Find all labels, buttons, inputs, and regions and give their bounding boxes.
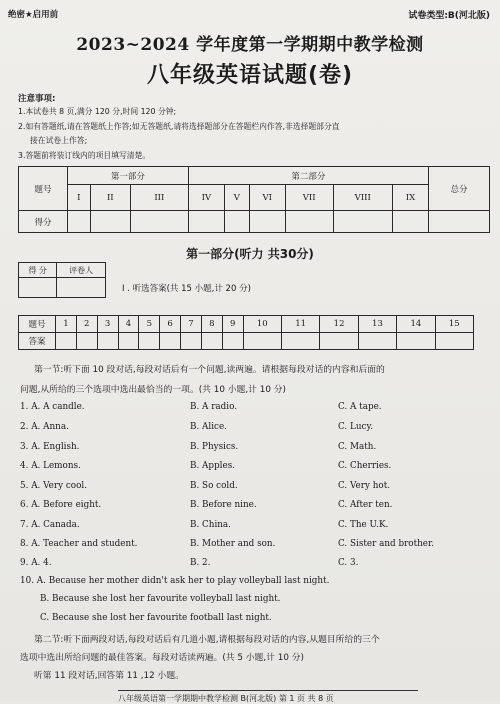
- score-cell[interactable]: [249, 211, 285, 233]
- score-cell[interactable]: [224, 211, 249, 233]
- notes-heading: 注意事项:: [18, 94, 56, 104]
- question-option-c: C. Sister and brother.: [338, 539, 435, 549]
- section2-instruction: 第二节:听下面两段对话,每段对话后有几道小题,请根据每段对话的内容,从题目所给的三个: [34, 635, 380, 645]
- section1-instruction: 第一节:听下面 10 段对话,每段对话后有一个问题,读两遍。请根据每段对话的内容和后面的: [34, 365, 385, 375]
- confidential-mark: 绝密★启用前: [8, 10, 59, 20]
- section2-instruction: 选项中选出所给问题的最佳答案。每段对话读两遍。(共 5 小题,计 10 分): [20, 653, 304, 663]
- score-col: VIII: [333, 185, 392, 211]
- question-option-a: 7. A. Canada.: [20, 520, 80, 530]
- answer-label-a: 答案: [19, 333, 56, 350]
- answer-cell[interactable]: [243, 333, 281, 350]
- paper-type: 试卷类型:B(河北版): [408, 11, 490, 21]
- score-cell[interactable]: [188, 211, 224, 233]
- answer-table: [18, 315, 474, 350]
- score-cell[interactable]: [130, 211, 188, 233]
- question10-option-c: C. Because she lost her favourite football last night.: [40, 613, 272, 623]
- part-i-heading: I . 听选答案(共 15 小题,计 20 分): [122, 284, 251, 294]
- answer-cell[interactable]: [76, 333, 97, 350]
- answer-cell[interactable]: [222, 333, 243, 350]
- question-option-b: B. Before nine.: [190, 500, 257, 510]
- question-option-b: B. Physics.: [190, 442, 239, 452]
- note-line: 1.本试卷共 8 页,满分 120 分,时间 120 分钟;: [18, 107, 177, 116]
- answer-label-q: 题号: [19, 316, 56, 333]
- score-cell[interactable]: [392, 211, 428, 233]
- exam-title: 2023~2024 学年度第一学期期中教学检测: [76, 35, 424, 55]
- question-option-c: C. Lucy.: [338, 422, 374, 432]
- question-option-a: 2. A. Anna.: [20, 422, 69, 432]
- answer-num: 1: [56, 316, 77, 333]
- answer-num: 5: [139, 316, 160, 333]
- score-total-cell[interactable]: [429, 211, 490, 233]
- question-option-b: B. China.: [190, 520, 231, 530]
- answer-cell[interactable]: [320, 333, 358, 350]
- answer-num: 9: [222, 316, 243, 333]
- answer-cell[interactable]: [201, 333, 222, 350]
- question-option-c: C. Very hot.: [338, 481, 391, 491]
- note-line: 2.如有答题纸,请在答题纸上作答;如无答题纸,请将选择题部分在答题栏内作答,非选择题部分直: [18, 122, 340, 131]
- score-col: VI: [249, 185, 285, 211]
- question-option-a: 1. A. A candle.: [20, 402, 85, 412]
- score-col: I: [68, 185, 91, 211]
- score-label-score: 得分: [19, 211, 68, 233]
- grader-box: [18, 262, 106, 298]
- score-col: II: [90, 185, 130, 211]
- answer-num: 11: [281, 316, 319, 333]
- answer-num: 12: [320, 316, 358, 333]
- question-option-a: 8. A. Teacher and student.: [20, 539, 138, 549]
- answer-cell[interactable]: [281, 333, 319, 350]
- question-option-c: C. Math.: [338, 442, 377, 452]
- question-option-c: C. The U.K.: [338, 520, 389, 530]
- answer-num: 15: [435, 316, 473, 333]
- score-col: III: [130, 185, 188, 211]
- question-option-c: C. A tape.: [338, 402, 382, 412]
- answer-num: 8: [201, 316, 222, 333]
- question-option-b: B. A radio.: [190, 402, 238, 412]
- answer-cell[interactable]: [181, 333, 202, 350]
- grader-name-label: 评卷人: [57, 263, 106, 278]
- score-cell[interactable]: [333, 211, 392, 233]
- question-option-c: C. 3.: [338, 558, 359, 568]
- score-label-question: 题号: [19, 167, 68, 211]
- note-line: 接在试卷上作答;: [30, 136, 88, 145]
- answer-cell[interactable]: [358, 333, 396, 350]
- answer-cell[interactable]: [435, 333, 473, 350]
- question-option-a: 3. A. English.: [20, 442, 80, 452]
- answer-num: 13: [358, 316, 396, 333]
- answer-num: 14: [397, 316, 435, 333]
- question10-option-a: 10. A. Because her mother didn't ask her to play volleyball last night.: [20, 576, 330, 586]
- answer-cell[interactable]: [118, 333, 139, 350]
- question-option-a: 4. A. Lemons.: [20, 461, 81, 471]
- grader-name-cell[interactable]: [57, 278, 106, 298]
- question-option-b: B. 2.: [190, 558, 211, 568]
- question-option-c: C. Cherries.: [338, 461, 392, 471]
- page-footer: 八年级英语第一学期期中教学检测 B(河北版) 第 1 页 共 8 页: [118, 690, 418, 704]
- section1-title: 第一部分(听力 共30分): [186, 247, 314, 261]
- question-option-b: B. Apples.: [190, 461, 236, 471]
- score-cell[interactable]: [90, 211, 130, 233]
- answer-cell[interactable]: [97, 333, 118, 350]
- score-col: V: [224, 185, 249, 211]
- question-option-b: B. So cold.: [190, 481, 238, 491]
- section2-subheading: 听第 11 段对话,回答第 11 ,12 小题。: [34, 671, 184, 681]
- answer-num: 7: [181, 316, 202, 333]
- score-col: VII: [285, 185, 333, 211]
- question-option-b: B. Alice.: [190, 422, 227, 432]
- note-line: 3.答题前将装订线内的项目填写清楚。: [18, 151, 151, 160]
- question-option-a: 5. A. Very cool.: [20, 481, 87, 491]
- grader-score-cell[interactable]: [19, 278, 57, 298]
- answer-num: 4: [118, 316, 139, 333]
- score-col: IV: [188, 185, 224, 211]
- score-col: IX: [392, 185, 428, 211]
- score-cell[interactable]: [285, 211, 333, 233]
- score-table: [18, 166, 490, 233]
- answer-cell[interactable]: [397, 333, 435, 350]
- score-cell[interactable]: [68, 211, 91, 233]
- score-part1: 第一部分: [68, 167, 189, 185]
- question-option-a: 6. A. Before eight.: [20, 500, 102, 510]
- answer-cell[interactable]: [160, 333, 181, 350]
- exam-subtitle: 八年级英语试题(卷): [146, 63, 354, 88]
- question-option-c: C. After ten.: [338, 500, 393, 510]
- answer-num: 3: [97, 316, 118, 333]
- question-option-b: B. Mother and son.: [190, 539, 276, 549]
- answer-num: 6: [160, 316, 181, 333]
- question10-option-b: B. Because she lost her favourite volleyball last night.: [40, 594, 281, 604]
- answer-cell[interactable]: [56, 333, 77, 350]
- answer-cell[interactable]: [139, 333, 160, 350]
- score-total: 总分: [429, 167, 490, 211]
- question-option-a: 9. A. 4.: [20, 558, 52, 568]
- grader-score-label: 得 分: [19, 263, 57, 278]
- answer-num: 10: [243, 316, 281, 333]
- score-part2: 第二部分: [188, 167, 428, 185]
- section1-instruction: 问题,从所给的三个选项中选出最恰当的一项。(共 10 小题,计 10 分): [20, 385, 286, 395]
- answer-num: 2: [76, 316, 97, 333]
